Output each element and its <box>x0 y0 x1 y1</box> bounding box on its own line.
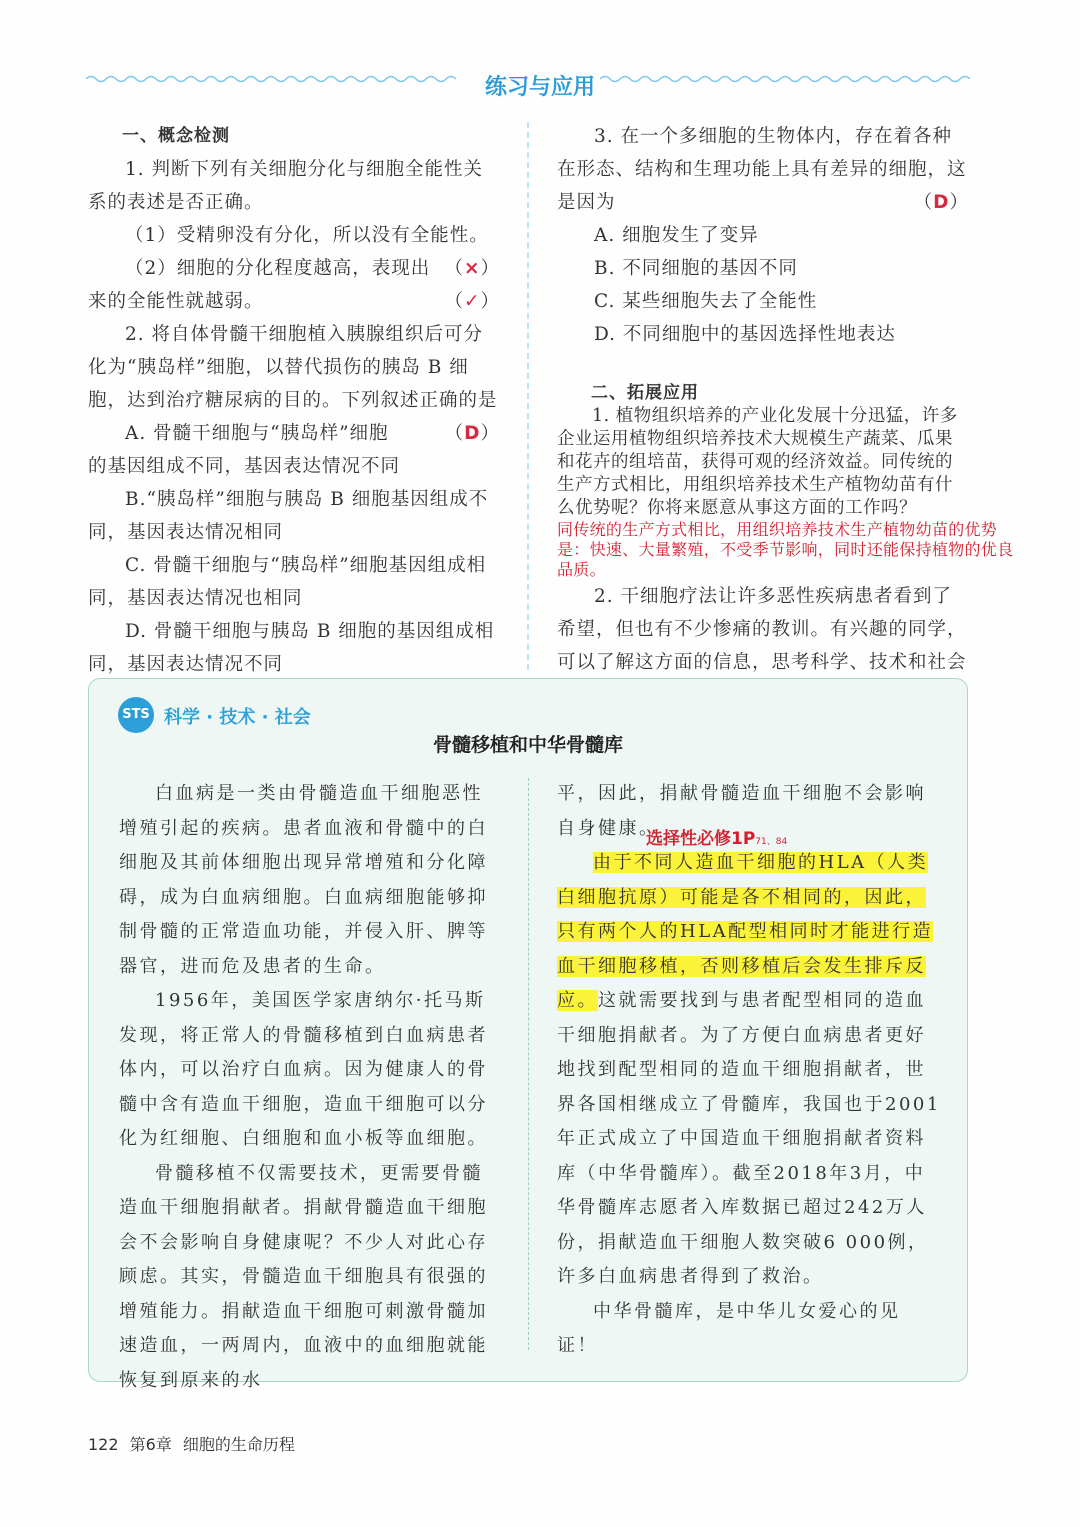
question-1-item-1: （1）受精卵没有分化，所以没有全能性。 （×） <box>88 219 500 252</box>
answer-letter: D <box>464 423 481 444</box>
sts-icon: STS <box>118 697 154 733</box>
cross-mark: × <box>463 258 481 279</box>
spacer <box>557 351 969 381</box>
column-divider <box>527 122 529 670</box>
answer-bracket: （✓） <box>444 291 500 312</box>
chapter-title: 细胞的生命历程 <box>182 1435 295 1454</box>
answer-bracket: （D） <box>444 423 500 444</box>
question-1-stem: 1. 判断下列有关细胞分化与细胞全能性关系的表述是否正确。 <box>88 159 484 213</box>
question-3-option-a: A. 细胞发生了变异 <box>594 225 759 246</box>
feature-closing-line: 中华骨髓库，是中华儿女爱心的见证！ <box>557 1300 901 1356</box>
question-2-option-b: B.“胰岛样”细胞与胰岛 B 细胞基因组成不同，基因表达情况相同 <box>88 489 489 543</box>
question-3-option-b: B. 不同细胞的基因不同 <box>594 258 798 279</box>
exercise-right-column <box>557 120 1014 712</box>
question-2-option-a: A. 骨髓干细胞与“胰岛样”细胞的基因组成不同，基因表达情况不同 <box>88 423 401 477</box>
question-1-item-2: （2）细胞的分化程度越高，表现出来的全能性就越弱。 （✓） <box>88 252 500 318</box>
page-number: 122 <box>88 1435 119 1454</box>
handwritten-reference-note: 选择性必修1P71、84 <box>646 829 788 849</box>
extension-question-1: 1. 植物组织培养的产业化发展十分迅猛，许多企业运用植物组织培养技术大规模生产蔬菜、瓜果和花卉的组培苗，获得可观的经济效益。同传统的生产方式相比，用组织培养技术生产植物幼苗有什么优势呢？你将来愿意从事这方面的工作吗？ <box>557 406 958 518</box>
answer-letter: D <box>933 192 950 213</box>
answer-bracket: （×） <box>444 258 500 279</box>
handwritten-answer: 同传统的生产方式相比，用组织培养技术生产植物幼苗的优势是：快速、大量繁殖，不受季节影响，同时还能保持植物的优良品质。 <box>557 520 1014 579</box>
feature-paragraph: 由于不同人造血干细胞的HLA（人类白细胞抗原）可能是各不相同的，因此，只有两个人的HLA配型相同时才能进行造血干细胞移植，否则移植后会发生排斥反应。这就需要找到与患者配型相同的造血干细胞捐献者。为了方便白血病患者更好地找到配型相同的造血干细胞捐献者，世界各国相继成立了骨髓库，我国也于2001年正式成立了中国造血干细胞捐献者资料库（中华骨髓库）。截至2018年3月，中华骨髓库志愿者入库数据已超过242万人份，捐献造血干细胞人数突破6 000例，许多白血病患者得到了救治。 <box>557 852 941 1287</box>
question-2-option-d: D. 骨髓干细胞与胰岛 B 细胞的基因组成相同，基因表达情况不同 <box>88 621 495 675</box>
answer-bracket: （D） <box>913 192 969 213</box>
concept-check-heading: 一、概念检测 <box>122 126 230 146</box>
question-3-stem: 3. 在一个多细胞的生物体内，存在着各种在形态、结构和生理功能上具有差异的细胞，这是因为 （D） <box>557 120 969 219</box>
extension-heading: 二、拓展应用 <box>591 383 699 403</box>
sts-label: 科学 · 技术 · 社会 <box>164 707 311 728</box>
page-footer <box>88 1432 301 1455</box>
feature-column-divider <box>528 778 529 1350</box>
feature-title: 骨髓移植和中华骨髓库 <box>432 734 623 756</box>
exercise-left-column <box>88 120 500 681</box>
feature-paragraph: 白血病是一类由骨髓造血干细胞恶性增殖引起的疾病。患者血液和骨髓中的白细胞及其前体细胞出现异常增殖和分化障碍，成为白血病细胞。白血病细胞能够抑制骨髓的正常造血功能，并侵入肝、脾等器官，进而危及患者的生命。 <box>119 783 488 977</box>
question-2-stem: 2. 将自体骨髓干细胞植入胰腺组织后可分化为“胰岛样”细胞，以替代损伤的胰岛 B 细胞，达到治疗糖尿病的目的。下列叙述正确的是 （D） <box>88 318 500 417</box>
highlighted-text: 由于不同人造血干细胞的HLA（人类白细胞抗原）可能是各不相同的，因此，只有两个人的HLA配型相同时才能进行造血干细胞移植，否则移植后会发生排斥反应。 <box>557 852 934 1011</box>
question-3-option-d: D. 不同细胞中的基因选择性地表达 <box>594 324 896 345</box>
extension-question-2: 2. 干细胞疗法让许多恶性疾病患者看到了希望，但也有不少惨痛的教训。有兴趣的同学，可以了解这方面的信息，思考科学、技术和社会 <box>557 586 967 673</box>
decorative-wave-right <box>600 72 970 86</box>
feature-paragraph: 平，因此，捐献骨髓造血干细胞不会影响自身健康。 <box>557 783 926 839</box>
section-title: 练习与应用 <box>484 75 595 100</box>
question-2-option-c: C. 骨髓干细胞与“胰岛样”细胞基因组成相同，基因表达情况也相同 <box>88 555 487 609</box>
feature-right-column <box>557 777 941 1364</box>
feature-paragraph: 1956年，美国医学家唐纳尔·托马斯发现，将正常人的骨髓移植到白血病患者体内，可以治疗白血病。因为健康人的骨髓中含有造血干细胞，造血干细胞可以分化为红细胞、白细胞和血小板等血细胞。 <box>119 990 488 1149</box>
chapter-label: 第6章 <box>129 1435 172 1454</box>
check-mark: ✓ <box>463 291 481 312</box>
feature-paragraph: 骨髓移植不仅需要技术，更需要骨髓造血干细胞捐献者。捐献骨髓造血干细胞会不会影响自身健康呢？不少人对此心存顾虑。其实，骨髓造血干细胞具有很强的增殖能力。捐献造血干细胞可刺激骨髓加速造血，一两周内，血液中的血细胞就能恢复到原来的水 <box>119 1162 488 1391</box>
question-3-option-c: C. 某些细胞失去了全能性 <box>594 291 818 312</box>
feature-left-column <box>119 777 499 1398</box>
